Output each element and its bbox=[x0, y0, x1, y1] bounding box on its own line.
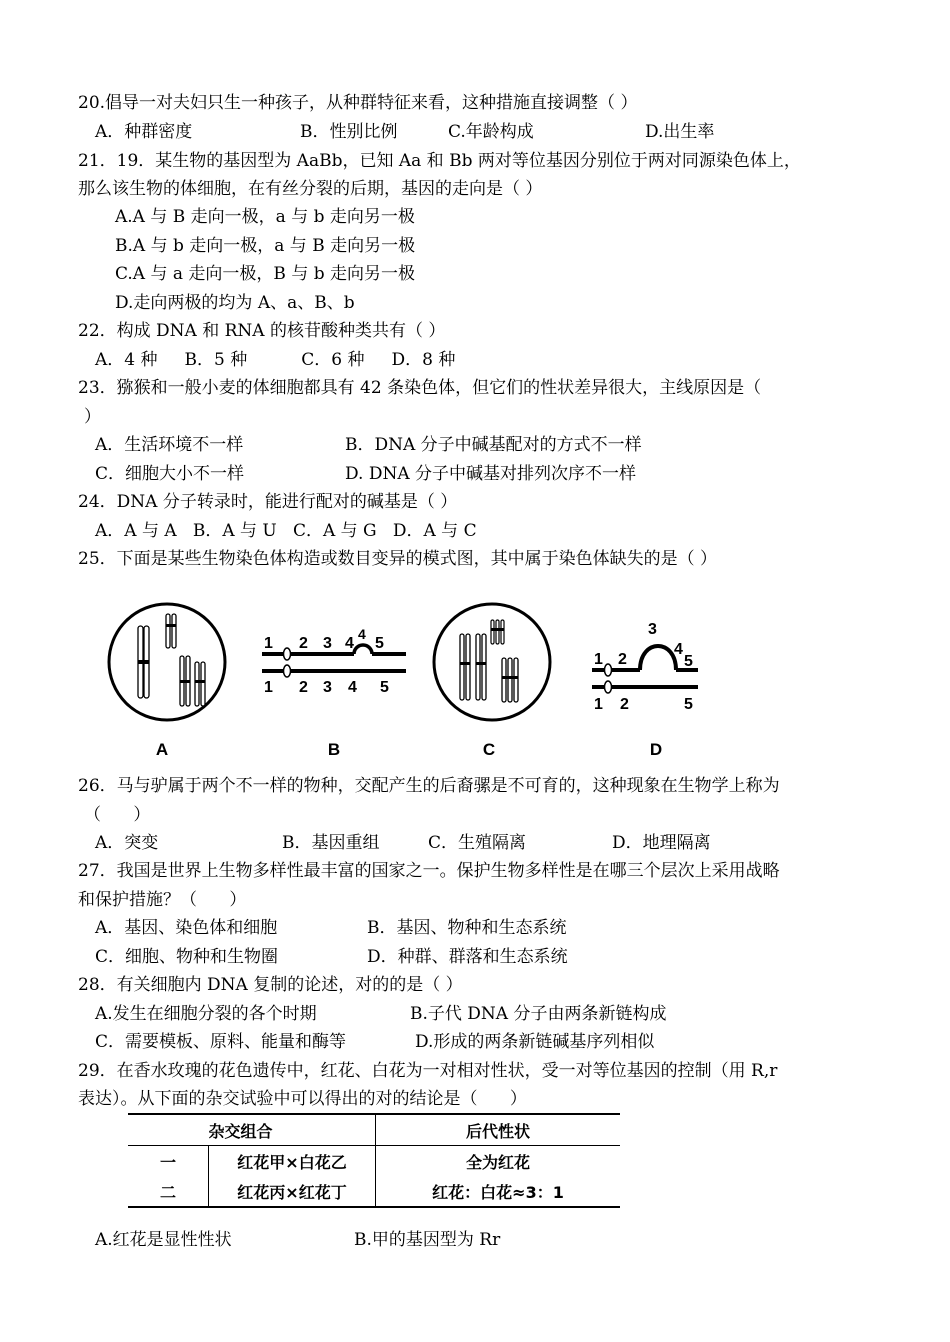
q29-stem-line2: 表达）。从下面的杂交试验中可以得出的对的结论是（ ） bbox=[78, 1089, 527, 1109]
q23-option-b: B．DNA 分子中碱基配对的方式不一样 bbox=[345, 435, 642, 455]
table-row bbox=[128, 1176, 620, 1207]
figure-b-bottom-label: 3 bbox=[323, 679, 332, 696]
figure-b-bottom-label: 2 bbox=[299, 679, 308, 696]
q27-option-c: C．细胞、物种和生物圈 bbox=[95, 947, 279, 967]
q29-option-a: A.红花是显性性状 bbox=[95, 1230, 232, 1250]
q29-stem-line1: 29．在香水玫瑰的花色遗传中，红花、白花为一对相对性状，受一对等位基因的控制（用 R,r bbox=[78, 1061, 778, 1081]
q27-stem-line1: 27．我国是世界上生物多样性最丰富的国家之一。保护生物多样性是在哪三个层次上采用战略 bbox=[78, 861, 780, 881]
table-cell-cross: 红花甲×白花乙 bbox=[209, 1146, 376, 1177]
q22-options: A．4 种 B．5 种 C．6 种 D．8 种 bbox=[95, 350, 456, 370]
figure-b-bottom-label: 4 bbox=[348, 679, 357, 696]
q25-stem: 25．下面是某些生物染色体构造或数目变异的模式图，其中属于染色体缺失的是（ ） bbox=[78, 549, 718, 569]
q24-stem: 24．DNA 分子转录时，能进行配对的碱基是（ ） bbox=[78, 492, 458, 512]
figure-b-bottom-label: 1 bbox=[264, 679, 273, 696]
figure-b-top-label: 3 bbox=[323, 635, 332, 652]
figure-b-top-label: 5 bbox=[375, 635, 384, 652]
figure-d-top-label: 2 bbox=[618, 651, 627, 668]
figure-c-label: C bbox=[482, 740, 496, 759]
figure-b-top-label: 2 bbox=[299, 635, 308, 652]
figure-b-chromosomes bbox=[262, 645, 406, 677]
figure-a-label: A bbox=[155, 740, 169, 759]
table-cell-offspring: 红花：白花≈3：1 bbox=[376, 1176, 621, 1207]
q21-option-a: A.A 与 B 走向一极，a 与 b 走向另一极 bbox=[115, 207, 415, 227]
q24-options: A．A 与 A B．A 与 U C．A 与 G D．A 与 C bbox=[95, 521, 477, 541]
table-header-row bbox=[128, 1114, 620, 1146]
q28-option-a: A.发生在细胞分裂的各个时期 bbox=[95, 1004, 317, 1024]
q23-option-d: D. DNA 分子中碱基对排列次序不一样 bbox=[345, 464, 637, 484]
table-cell-offspring: 全为红花 bbox=[465, 1152, 530, 1172]
q22-stem: 22．构成 DNA 和 RNA 的核苷酸种类共有（ ） bbox=[78, 321, 446, 341]
q27-option-a: A．基因、染色体和细胞 bbox=[95, 918, 278, 938]
q26-option-c: C．生殖隔离 bbox=[428, 833, 527, 853]
q20-option-a: A．种群密度 bbox=[95, 122, 193, 142]
q23-option-a: A．生活环境不一样 bbox=[95, 435, 244, 455]
q21-option-c: C.A 与 a 走向一极，B 与 b 走向另一极 bbox=[115, 264, 416, 284]
q28-option-c: C．需要模板、原料、能量和酶等 bbox=[95, 1032, 347, 1052]
chromosome-variation-figure bbox=[100, 596, 720, 766]
table-header-cross: 杂交组合 bbox=[209, 1114, 376, 1146]
figure-d-bottom-label: 5 bbox=[684, 696, 693, 713]
q26-stem-line2: （ ） bbox=[84, 805, 151, 825]
q28-option-d: D.形成的两条新链碱基序列相似 bbox=[415, 1032, 655, 1052]
q28-stem: 28．有关细胞内 DNA 复制的论述，对的的是（ ） bbox=[78, 975, 463, 995]
figure-b-top-label: 4 bbox=[345, 635, 354, 652]
figure-d-bottom-label: 1 bbox=[594, 696, 603, 713]
q26-option-b: B．基因重组 bbox=[282, 833, 380, 853]
q20-option-b: B．性别比例 bbox=[300, 122, 398, 142]
cross-experiment-table bbox=[128, 1113, 620, 1208]
q20-stem: 20.倡导一对夫妇只生一种孩子，从种群特征来看，这种措施直接调整（ ） bbox=[78, 93, 638, 113]
q23-stem-line1: 23．猕猴和一般小麦的体细胞都具有 42 条染色体，但它们的性状差异很大，主线原因是（ bbox=[78, 378, 762, 398]
q23-stem-line2: ） bbox=[84, 407, 101, 427]
figure-a-cell bbox=[109, 604, 225, 720]
q27-option-b: B．基因、物种和生态系统 bbox=[367, 918, 567, 938]
q20-option-d: D.出生率 bbox=[645, 122, 715, 142]
q21-option-d: D.走向两极的均为 A、a、B、b bbox=[115, 293, 355, 313]
figure-d-top-label: 1 bbox=[594, 651, 603, 668]
table-row bbox=[128, 1146, 620, 1177]
figure-b-top-label: 4 bbox=[358, 626, 366, 642]
table-cell-group: 一 bbox=[128, 1146, 209, 1177]
q26-stem-line1: 26．马与驴属于两个不一样的物种，交配产生的后裔骡是不可育的，这种现象在生物学上称为 bbox=[78, 776, 780, 796]
figure-b-label: B bbox=[327, 740, 341, 759]
q21-stem-line1: 21．19．某生物的基因型为 AaBb，已知 Aa 和 Bb 两对等位基因分别位于两对同源染色体上， bbox=[78, 151, 801, 171]
figure-b-bottom-label: 5 bbox=[380, 679, 389, 696]
q27-stem-line2: 和保护措施？（ ） bbox=[78, 890, 247, 910]
figure-c-cell bbox=[434, 604, 550, 720]
q21-stem-line2: 那么该生物的体细胞，在有丝分裂的后期，基因的走向是（ ） bbox=[78, 179, 543, 199]
q29-option-b: B.甲的基因型为 Rr bbox=[354, 1230, 501, 1250]
table-cell-group: 二 bbox=[128, 1176, 209, 1207]
table-header-offspring: 后代性状 bbox=[376, 1114, 621, 1146]
q21-option-b: B.A 与 b 走向一极，a 与 B 走向另一极 bbox=[115, 236, 416, 256]
figure-d-top-label: 5 bbox=[684, 653, 693, 670]
q23-option-c: C．细胞大小不一样 bbox=[95, 464, 245, 484]
figure-d-top-label: 4 bbox=[674, 641, 683, 658]
q26-option-a: A．突变 bbox=[95, 833, 159, 853]
q27-option-d: D．种群、群落和生态系统 bbox=[367, 947, 568, 967]
q20-option-c: C.年龄构成 bbox=[448, 122, 534, 142]
figure-d-bottom-label: 2 bbox=[620, 696, 629, 713]
q26-option-d: D．地理隔离 bbox=[612, 833, 711, 853]
figure-d-top-label: 3 bbox=[648, 621, 657, 638]
q28-option-b: B.子代 DNA 分子由两条新链构成 bbox=[410, 1004, 667, 1024]
table-cell-cross: 红花丙×红花丁 bbox=[209, 1176, 376, 1207]
figure-d-label: D bbox=[649, 740, 663, 759]
figure-b-top-label: 1 bbox=[264, 635, 273, 652]
